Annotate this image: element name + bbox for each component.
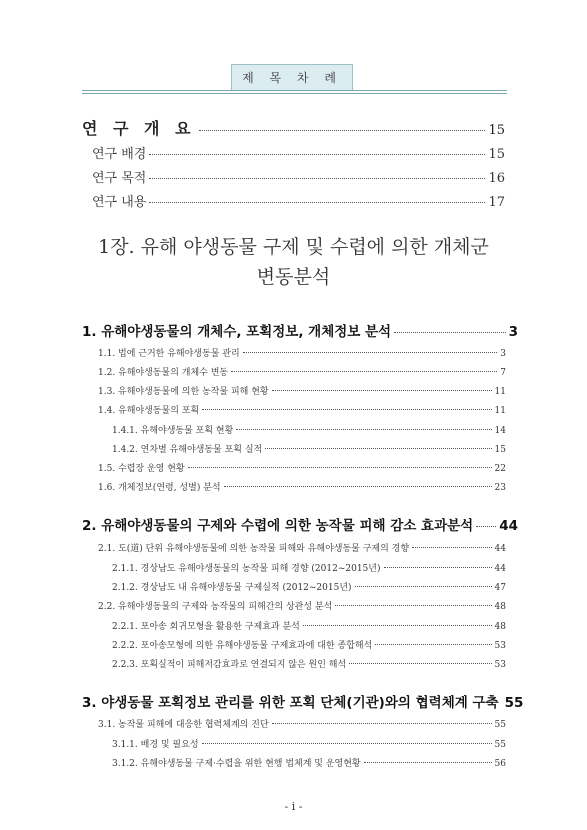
- dot-leader: [375, 644, 491, 645]
- toc-entry[interactable]: [112, 580, 506, 593]
- toc-entry-page: 48: [494, 602, 506, 612]
- toc-entry-label: 3. 야생동물 포획정보 관리를 위한 포획 단체(기관)와의 협력체계 구축: [82, 695, 499, 711]
- toc-entry-intro[interactable]: [82, 116, 505, 139]
- title-rule: [82, 93, 507, 94]
- toc-entry-page: 17: [488, 195, 505, 210]
- toc-entry[interactable]: [98, 717, 506, 730]
- toc-entry-label: 1. 유해야생동물의 개체수, 포획정보, 개체정보 분석: [82, 324, 392, 340]
- chapter-title-line1: 1장. 유해 야생동물 구제 및 수렵에 의한 개체군: [98, 236, 489, 258]
- toc-entry-page: 55: [494, 740, 506, 750]
- toc-entry-page: 53: [494, 660, 506, 670]
- toc-entry-label: 1.6. 개체정보(연령, 성별) 분석: [98, 483, 221, 493]
- toc-entry-label: 2.1.1. 경상남도 유해야생동물의 농작물 피해 경향 (2012~2015년): [112, 564, 381, 574]
- dot-leader: [272, 390, 492, 391]
- toc-entry[interactable]: [112, 638, 506, 651]
- dot-leader: [394, 332, 505, 333]
- toc-entry-page: 44: [494, 564, 506, 574]
- toc-entry-label: 연구 배경: [92, 147, 147, 162]
- toc-entry[interactable]: [92, 143, 505, 162]
- toc-section-1[interactable]: [82, 320, 518, 340]
- dot-leader: [224, 486, 492, 487]
- dot-leader: [335, 605, 491, 606]
- toc-entry[interactable]: [98, 346, 506, 359]
- toc-entry[interactable]: [98, 480, 506, 493]
- toc-entry-label: 연구 목적: [92, 171, 147, 186]
- toc-entry-page: 15: [488, 147, 505, 162]
- dot-leader: [202, 409, 491, 410]
- dot-leader: [265, 448, 491, 449]
- toc-entry-page: 15: [494, 445, 506, 455]
- dot-leader: [202, 743, 492, 744]
- toc-entry-page: 47: [494, 583, 506, 593]
- toc-entry-label: 1.4. 유해야생동물의 포획: [98, 406, 200, 416]
- toc-section-3[interactable]: [82, 691, 524, 711]
- toc-entry-label: 연구 내용: [92, 195, 147, 210]
- toc-entry[interactable]: [98, 599, 506, 612]
- toc-entry-label: 1.1. 법에 근거한 유해야생동물 관리: [98, 349, 240, 359]
- toc-entry-label: 1.4.2. 연차별 유해야생동물 포획 실적: [112, 445, 263, 455]
- dot-leader: [149, 202, 485, 203]
- toc-entry[interactable]: [98, 461, 506, 474]
- toc-entry-label: 2.2.2. 포아송모형에 의한 유해야생동물 구제효과에 대한 종합해석: [112, 641, 373, 651]
- toc-entry[interactable]: [112, 423, 506, 436]
- toc-entry-page: 44: [499, 518, 518, 534]
- toc-entry-page: 11: [494, 387, 506, 397]
- toc-entry[interactable]: [98, 541, 506, 554]
- toc-entry[interactable]: [98, 384, 506, 397]
- dot-leader: [303, 625, 492, 626]
- toc-section-2[interactable]: [82, 514, 518, 534]
- toc-entry-label: 2.2. 유해야생동물의 구제와 농작물의 피해간의 상관성 분석: [98, 602, 333, 612]
- toc-entry-page: 55: [504, 695, 524, 711]
- toc-entry-label: 2.2.3. 포획실적이 피해저감효과로 연결되지 않은 원인 해석: [112, 660, 347, 670]
- chapter-title-line2: 변동분석: [256, 266, 331, 288]
- toc-entry[interactable]: [112, 561, 506, 574]
- toc-entry-page: 23: [494, 483, 506, 493]
- toc-entry-label: 2. 유해야생동물의 구제와 수렵에 의한 농작물 피해 감소 효과분석: [82, 518, 474, 534]
- page-number: - i -: [284, 800, 303, 813]
- dot-leader: [476, 526, 496, 527]
- dot-leader: [364, 762, 492, 763]
- toc-entry[interactable]: [112, 442, 506, 455]
- dot-leader: [355, 586, 492, 587]
- dot-leader: [349, 663, 491, 664]
- toc-entry[interactable]: [112, 657, 506, 670]
- toc-entry-label: 연 구 개 요: [82, 119, 196, 138]
- toc-entry-page: 53: [494, 641, 506, 651]
- toc-entry-label: 3.1.2. 유해야생동물 구제·수렵을 위한 현행 법체계 및 운영현황: [112, 759, 361, 769]
- toc-entry[interactable]: [92, 167, 505, 186]
- toc-entry-label: 2.1.2. 경상남도 내 유해야생동물 구제실적 (2012~2015년): [112, 583, 352, 593]
- dot-leader: [243, 352, 498, 353]
- dot-leader: [199, 130, 486, 131]
- dot-leader: [231, 371, 497, 372]
- toc-entry-page: 15: [488, 123, 505, 138]
- toc-entry-page: 14: [494, 426, 506, 436]
- toc-entry-label: 3.1.1. 배경 및 필요성: [112, 740, 199, 750]
- toc-entry-label: 1.2. 유해야생동물의 개체수 변동: [98, 368, 229, 378]
- toc-entry[interactable]: [112, 737, 506, 750]
- dot-leader: [149, 178, 485, 179]
- toc-entry-label: 1.4.1. 유해야생동물 포획 현황: [112, 426, 234, 436]
- toc-entry[interactable]: [98, 365, 506, 378]
- dot-leader: [272, 723, 492, 724]
- toc-entry[interactable]: [112, 619, 506, 632]
- toc-entry-page: 7: [500, 368, 506, 378]
- toc-entry[interactable]: [92, 191, 505, 210]
- toc-entry-page: 56: [494, 759, 506, 769]
- toc-entry-page: 55: [494, 720, 506, 730]
- title-rule: [82, 90, 507, 91]
- toc-entry-label: 3.1. 농작물 피해에 대응한 협력체계의 진단: [98, 720, 269, 730]
- toc-entry-page: 16: [488, 171, 505, 186]
- dot-leader: [149, 154, 485, 155]
- toc-entry-page: 11: [494, 406, 506, 416]
- toc-entry[interactable]: [98, 403, 506, 416]
- toc-entry-label: 2.1. 도(道) 단위 유해야생동물에 의한 농작물 피해와 유해야생동물 구제의 경향: [98, 544, 410, 554]
- dot-leader: [384, 567, 492, 568]
- toc-entry-label: 2.2.1. 포아송 회귀모형을 활용한 구제효과 분석: [112, 622, 300, 632]
- dot-leader: [188, 467, 492, 468]
- toc-title: 제 목 차 례: [231, 64, 353, 91]
- toc-entry-page: 22: [494, 464, 506, 474]
- toc-entry-page: 3: [508, 324, 518, 340]
- toc-entry-page: 3: [500, 349, 506, 359]
- toc-entry-page: 48: [494, 622, 506, 632]
- toc-entry-label: 1.3. 유해야생동물에 의한 농작물 피해 현황: [98, 387, 269, 397]
- dot-leader: [236, 429, 491, 430]
- toc-entry[interactable]: [112, 756, 506, 769]
- dot-leader: [412, 547, 491, 548]
- toc-entry-label: 1.5. 수렵장 운영 현황: [98, 464, 185, 474]
- toc-entry-page: 44: [494, 544, 506, 554]
